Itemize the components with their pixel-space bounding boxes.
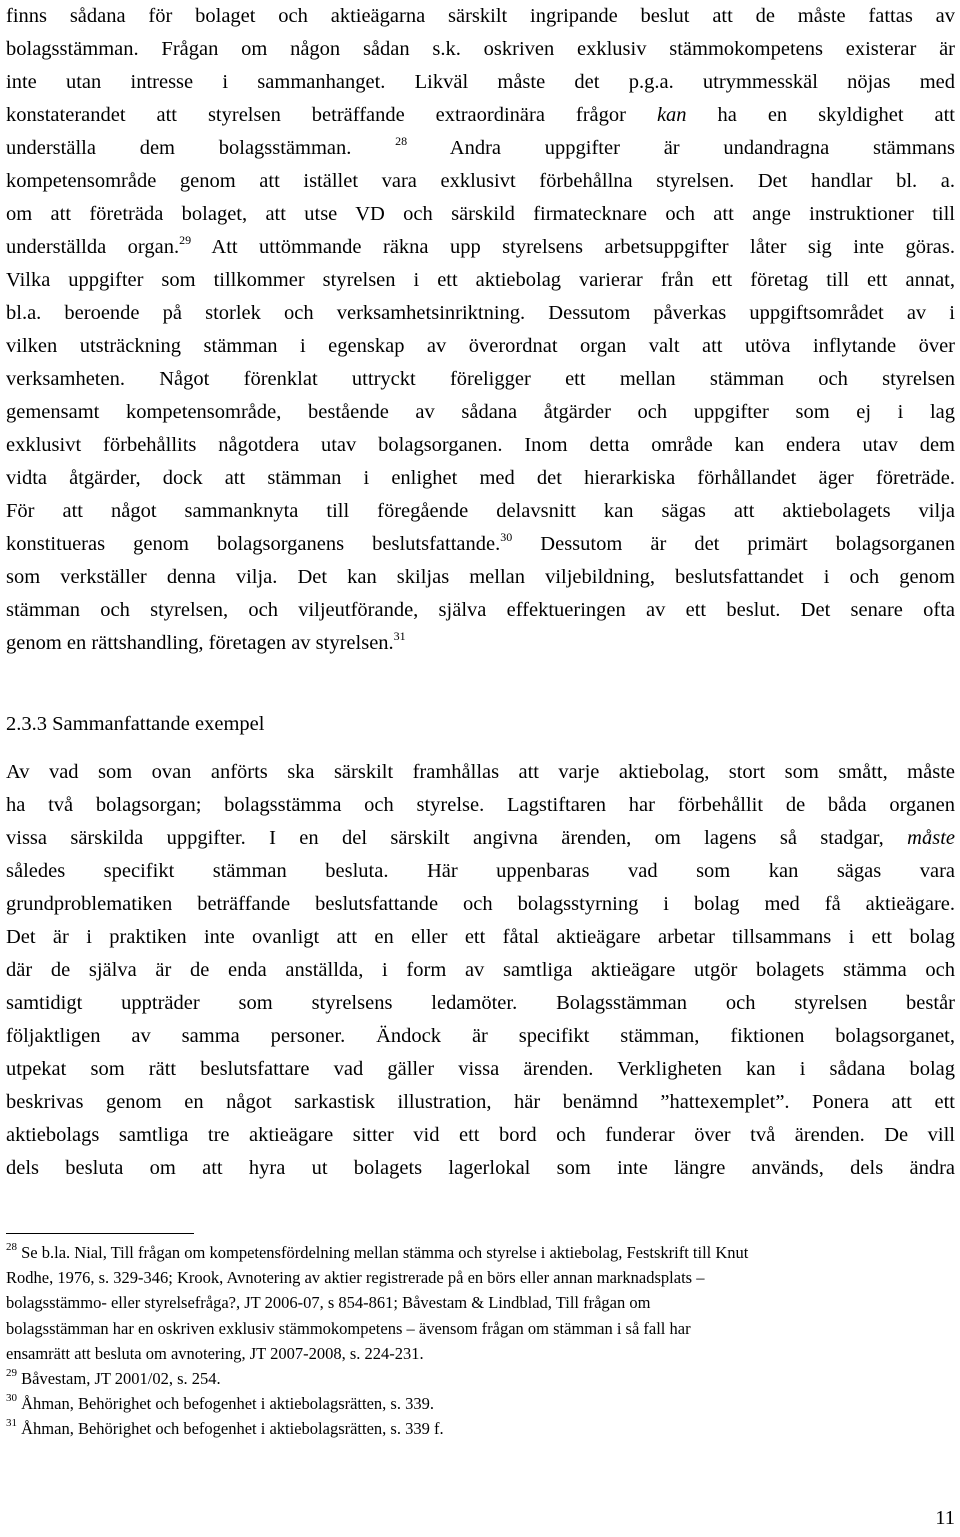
footnote-number: 29 (6, 1366, 17, 1379)
section-heading: 2.3.3 Sammanfattande exempel (6, 713, 265, 735)
footnote-ref-30[interactable]: 30 (500, 530, 513, 544)
italic-word: kan (656, 104, 687, 126)
text-line: utpekat som rätt beslutsfattare vad gäller vissa ärenden. Verkligheten kan i sådana bolag (6, 1058, 955, 1080)
footnote-number: 30 (6, 1392, 17, 1405)
text-line: om att företräda bolaget, att utse VD och särskild firmatecknare och att ange instruktioner till (6, 203, 955, 225)
footnote-number: 31 (6, 1417, 17, 1430)
text-line: där de själva är de enda anställda, i form av samtliga aktieägare utgör bolagets stämma och (6, 959, 955, 981)
footnote-29 (6, 1366, 955, 1391)
footnote-30 (6, 1391, 955, 1416)
text-run: underställda organ. (6, 236, 180, 258)
footnote-28 (6, 1240, 955, 1265)
text-line: vidta åtgärder, dock att stämman i enlighet med det hierarkiska förhållandet äger företräde. (6, 467, 955, 489)
page-number: 11 (935, 1507, 955, 1529)
text-run: ha en skyldighet att (686, 104, 955, 126)
text-line: ha två bolagsorgan; bolagsstämma och styrelse. Lagstiftaren har förbehållit de båda organen (6, 794, 955, 816)
text-line (6, 822, 955, 855)
text-line: följaktligen av samma personer. Ändock är specifikt stämman, fiktionen bolagsorganet, (6, 1025, 955, 1047)
text-line: Det är i praktiken inte ovanligt att en eller ett fåtal aktieägare arbetar tillsammans i ett bolag (6, 926, 955, 948)
text-line: Vilka uppgifter som tillkommer styrelsen i ett aktiebolag varierar från ett företag till ett annat, (6, 269, 955, 291)
text-run: underställa dem bolagsstämman. (6, 137, 396, 159)
text-line: beskrivas genom en något sarkastisk illustration, här benämnd ”hattexemplet”. Ponera att ett (6, 1091, 955, 1113)
text-run: vissa särskilda uppgifter. I en del särskilt angivna ärenden, om lagens så stadgar, (6, 827, 908, 849)
footnote-28-cont: ensamrätt att besluta om avnotering, JT 2007-2008, s. 224-231. (6, 1343, 424, 1363)
footnotes (6, 1240, 955, 1442)
footnote-text: Åhman, Behörighet och befogenhet i aktiebolagsrätten, s. 339. (17, 1394, 434, 1414)
text-line (6, 528, 955, 561)
text-line: inte utan intresse i sammanhanget. Likväl måste det p.g.a. utrymmesskäl nöjas med (6, 71, 955, 93)
footnote-text: Åhman, Behörighet och befogenhet i aktiebolagsrätten, s. 339 f. (17, 1419, 444, 1439)
footnote-separator (6, 1233, 194, 1234)
text-line (6, 99, 955, 132)
text-run: Dessutom är det primärt bolagsorganen (512, 533, 955, 555)
text-line: som verkställer denna vilja. Det kan skiljas mellan viljebildning, beslutsfattandet i och genom (6, 566, 955, 588)
footnote-ref-28[interactable]: 28 (395, 134, 408, 148)
text-line: kompetensområde genom att istället vara exklusivt förbehållna styrelsen. Det handlar bl. a. (6, 170, 955, 192)
text-line: således specifikt stämman besluta. Här uppenbaras vad som kan sägas vara (6, 860, 955, 882)
footnote-31 (6, 1416, 955, 1441)
footnote-number: 28 (6, 1241, 17, 1253)
text-line: samtidigt uppträder som styrelsens ledamöter. Bolagsstämman och styrelsen består (6, 992, 955, 1014)
text-line: bl.a. beroende på storlek och verksamhetsinriktning. Dessutom påverkas uppgiftsområdet av i (6, 302, 955, 324)
text-line (6, 231, 955, 264)
text-line: vilken utsträckning stämman i egenskap av överordnat organ valt att utöva inflytande över (6, 335, 955, 357)
body-paragraph-2 (6, 756, 955, 1185)
text-run: konstaterandet att styrelsen beträffande extraordinära frågor (6, 104, 657, 126)
text-line: gemensamt kompetensområde, bestående av sådana åtgärder och uppgifter som ej i lag (6, 401, 955, 423)
text-line: aktiebolags samtliga tre aktieägare sitter vid ett bord och funderar över två ärenden. De vill (6, 1124, 955, 1146)
footnote-ref-31[interactable]: 31 (393, 629, 406, 643)
text-line: Av vad som ovan anförts ska särskilt framhållas att varje aktiebolag, stort som smått, måste (6, 761, 955, 783)
text-run: Andra uppgifter är undandragna stämmans (407, 137, 955, 159)
text-line (6, 132, 955, 165)
text-run: Att uttömmande räkna upp styrelsens arbetsuppgifter låter sig inte göras. (191, 236, 955, 258)
footnote-ref-29[interactable]: 29 (179, 233, 192, 247)
footnote-28-cont: bolagsstämman har en oskriven exklusiv stämmokompetens – ävensom frågan om stämman i så fall har (6, 1318, 691, 1338)
text-run: konstitueras genom bolagsorganens beslutsfattande. (6, 533, 501, 555)
text-line: stämman och styrelsen, och viljeutförande, själva effektueringen av ett beslut. Det senare ofta (6, 599, 955, 621)
text-line: För att något sammanknyta till föregående delavsnitt kan sägas att aktiebolagets vilja (6, 500, 955, 522)
text-run: genom en rättshandling, företagen av styrelsen. (6, 632, 394, 654)
footnote-28-cont: bolagsstämmo- eller styrelsefråga?, JT 2006-07, s 854-861; Båvestam & Lindblad, Till frågan om (6, 1293, 651, 1313)
italic-word: måste (907, 827, 955, 849)
text-line: exklusivt förbehållits någotdera utav bolagsorganen. Inom detta område kan endera utav dem (6, 434, 955, 456)
text-line: finns sådana för bolaget och aktieägarna särskilt ingripande beslut att de måste fattas av (6, 5, 955, 27)
footnote-28-cont: Rodhe, 1976, s. 329-346; Krook, Avnotering av aktier registrerade på en börs eller annan marknadsplats – (6, 1268, 705, 1288)
text-line: bolagsstämman. Frågan om någon sådan s.k. oskriven exklusiv stämmokompetens existerar är (6, 38, 955, 60)
text-line (6, 627, 955, 660)
footnote-text: Se b.la. Nial, Till frågan om kompetensfördelning mellan stämma och styrelse i aktiebolag, Festskrift till Knut (17, 1243, 749, 1262)
footnote-text: Båvestam, JT 2001/02, s. 254. (17, 1368, 221, 1388)
text-line: verksamheten. Något förenklat uttryckt föreligger ett mellan stämman och styrelsen (6, 368, 955, 390)
body-paragraph-1 (6, 0, 955, 660)
text-line: grundproblematiken beträffande beslutsfattande och bolagsstyrning i bolag med få aktieägare. (6, 893, 955, 915)
text-line: dels besluta om att hyra ut bolagets lagerlokal som inte längre används, dels ändra (6, 1157, 955, 1179)
